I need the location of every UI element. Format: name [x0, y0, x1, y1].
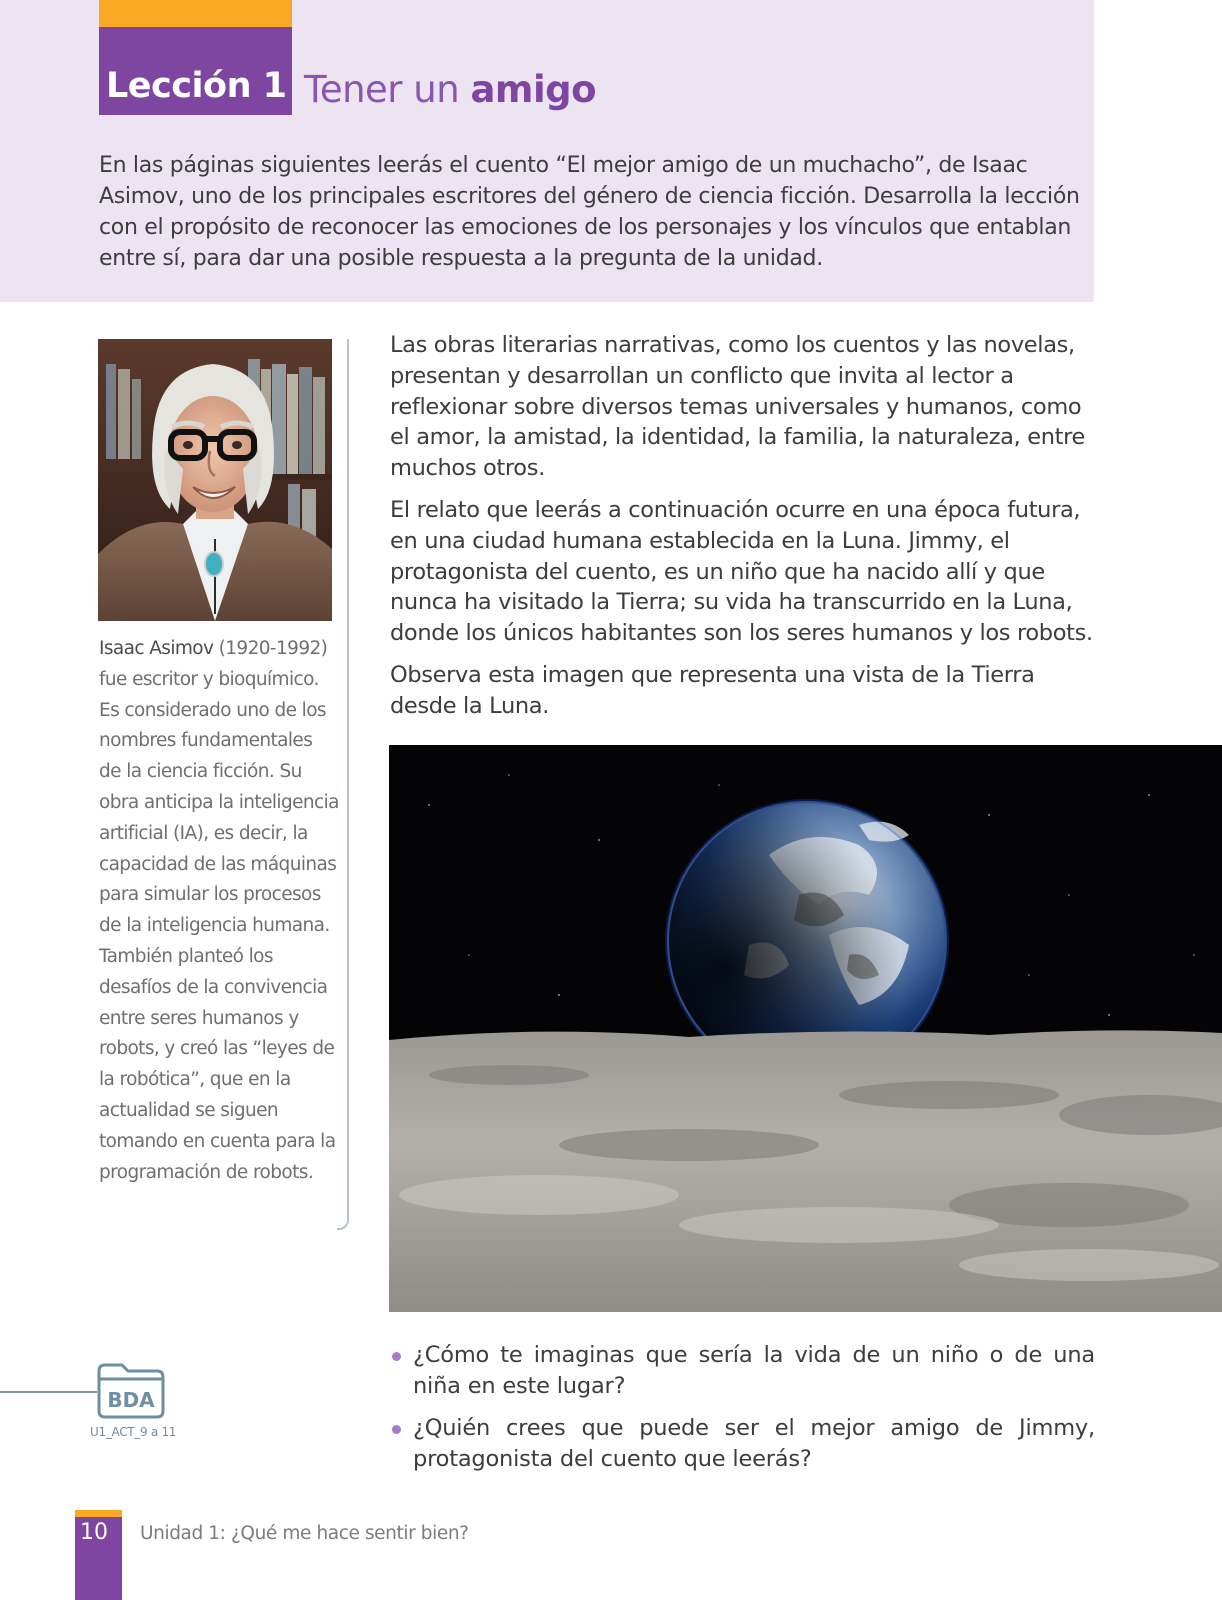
lesson-label: Lección 1	[106, 66, 287, 106]
question-item	[390, 1413, 1095, 1475]
main-text	[390, 330, 1100, 733]
author-dates: (1920-1992)	[213, 638, 328, 659]
author-bio	[99, 634, 339, 1188]
lesson-intro: En las páginas siguientes leerás el cuento “El mejor amigo de un muchacho”, de Isaac Asimov, uno de los principales escritores del género de ciencia ficción. Desarrolla la lección con el propósito de reconocer las emociones de los personajes y los vínculos que entablan entre sí, para dar una posible respuesta a la pregunta de la unidad.	[99, 153, 1080, 271]
bda-folder-icon[interactable]	[96, 1359, 166, 1419]
author-portrait-image	[98, 339, 332, 621]
lesson-title	[304, 68, 596, 111]
running-title: Unidad 1: ¿Qué me hace sentir bien?	[140, 1523, 469, 1544]
question-item	[390, 1340, 1095, 1402]
lesson-title-light: Tener un	[304, 68, 460, 111]
paragraph-3: Observa esta imagen que representa una vista de la Tierra desde la Luna.	[390, 661, 1035, 719]
paragraph-1: Las obras literarias narrativas, como los cuentos y las novelas, presentan y desarrollan un conflicto que invita al lector a reflexionar sobre diversos temas universales y humanos, como el amor, la amistad, la identidad, la familia, la naturaleza, entre muchos otros.	[390, 332, 1085, 482]
earth-from-moon-illustration	[389, 745, 1222, 1312]
guiding-questions	[390, 1340, 1095, 1486]
resource-code: U1_ACT_9 a 11	[90, 1425, 177, 1439]
resource-line	[0, 1391, 97, 1393]
question-text: ¿Quién crees que puede ser el mejor amigo de Jimmy, protagonista del cuento que leerás?	[413, 1415, 1095, 1472]
bullet-icon	[392, 1352, 401, 1361]
page-number-tab-accent	[75, 1510, 122, 1517]
lesson-tab-accent	[99, 0, 292, 27]
page-number: 10	[80, 1520, 108, 1545]
lesson-title-bold: amigo	[470, 68, 597, 111]
folder-icon	[96, 1359, 166, 1419]
bullet-icon	[392, 1425, 401, 1434]
author-portrait	[98, 339, 332, 621]
author-bio-text: fue escritor y bioquímico. Es considerado uno de los nombres fundamentales de la ciencia ficción. Su obra anticipa la inteligencia artificial (IA), es decir, la capacidad de las máquinas para simular los procesos de la inteligencia humana. También planteó los desafíos de la convivencia entre seres humanos y robots, y creó las “leyes de la robótica”, que en la actualidad se siguen tomando en cuenta para la programación de robots.	[99, 668, 339, 1183]
author-name: Isaac Asimov	[99, 638, 214, 659]
earth-from-moon-image	[389, 745, 1222, 1312]
paragraph-2: El relato que leerás a continuación ocurre en una época futura, en una ciudad humana establecida en la Luna. Jimmy, el protagonista del cuento, es un niño que ha nacido allí y que nunca ha visitado la Tierra; su vida ha transcurrido en la Luna, donde los únicos habitantes son los seres humanos y los robots.	[390, 496, 1093, 647]
bda-label: BDA	[107, 1388, 155, 1412]
question-text: ¿Cómo te imaginas que sería la vida de un niño o de una niña en este lugar?	[413, 1342, 1095, 1399]
